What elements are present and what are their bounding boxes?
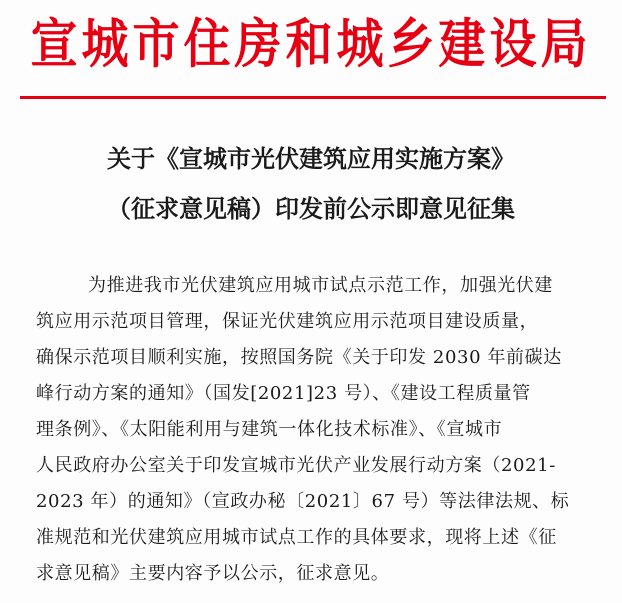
body-line: 确保示范项目顺利实施，按照国务院《关于印发 2030 年前碳达	[36, 347, 562, 368]
letterhead-org-name: 宣城市住房和城乡建设局	[30, 13, 592, 76]
body-line: 理条例》、《太阳能利用与建筑一体化技术标准》、《宣城市	[36, 419, 503, 440]
document-title-line-2: （征求意见稿）印发前公示即意见征集	[107, 195, 515, 223]
letterhead-red-rule	[20, 96, 606, 99]
body-line: 准规范和光伏建筑应用城市试点工作的具体要求，现将上述《征	[36, 527, 557, 548]
body-line: 筑应用示范项目管理，保证光伏建筑应用示范项目建设质量，	[36, 311, 539, 332]
body-line: 为推进我市光伏建筑应用城市试点示范工作，加强光伏建	[88, 275, 553, 296]
body-line: 人民政府办公室关于印发宣城市光伏产业发展行动方案（2021-	[36, 455, 556, 476]
body-line: 峰行动方案的通知》（国发[2021]23 号）、《建设工程质量管	[36, 383, 531, 404]
body-paragraph	[36, 268, 596, 592]
body-line: 求意见稿》主要内容予以公示，征求意见。	[36, 563, 390, 584]
body-line: 2023 年）的通知》（宣政办秘〔2021〕67 号）等法律法规、标	[36, 491, 570, 512]
document-title-line-1: 关于《宣城市光伏建筑应用实施方案》	[107, 145, 515, 173]
